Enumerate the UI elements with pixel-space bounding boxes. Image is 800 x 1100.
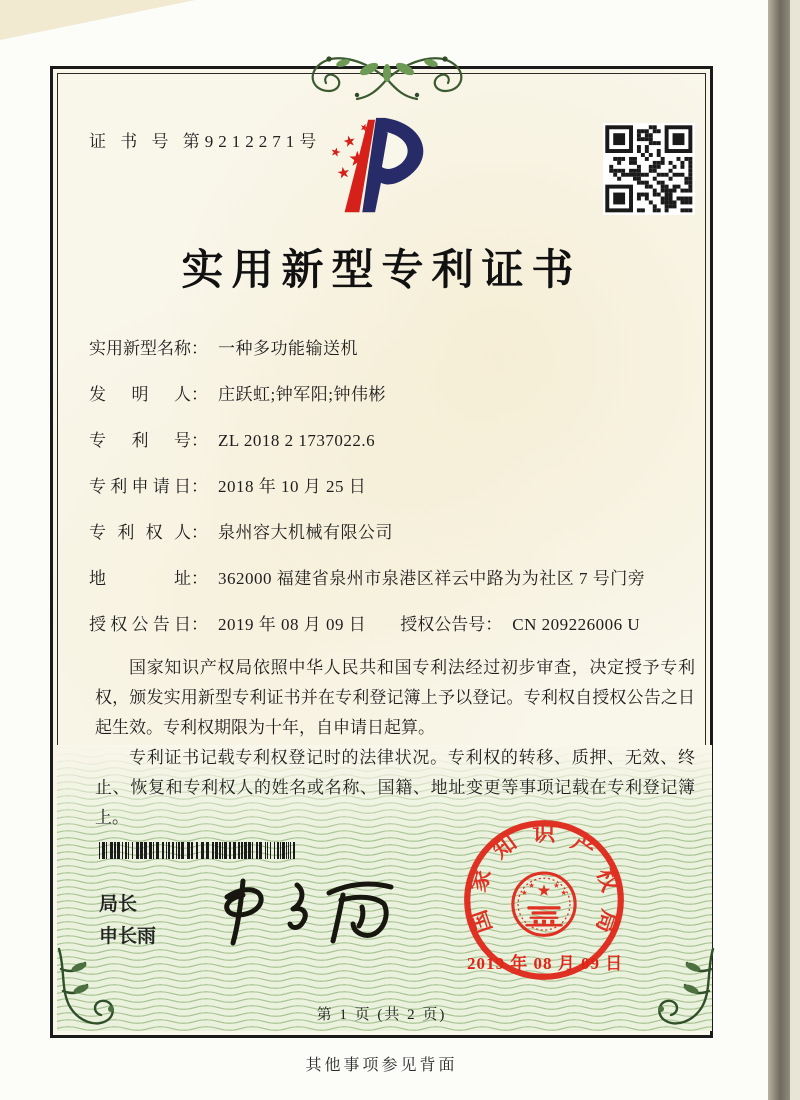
certificate-number: 证 书 号 第9212271号 [89, 132, 322, 151]
field-value: CN 209226006 U [512, 615, 641, 634]
legal-paragraph: 国家知识产权局依照中华人民共和国专利法经过初步审查，决定授予专利权，颁发实用新型专利证书并在专利登记簿上予以登记。专利权自授权公告之日起生效。专利权期限为十年，自申请日起算。 [95, 658, 695, 737]
field-label: 发明人 [89, 385, 191, 404]
field-value: 一种多功能输送机 [218, 339, 358, 358]
field-row [89, 475, 689, 521]
field-colon: ： [485, 615, 503, 634]
bottom-left-ornament [49, 947, 123, 1039]
field-colon: ： [191, 615, 208, 634]
field-colon: ： [191, 523, 208, 542]
director-name: 申长雨 [99, 926, 157, 947]
back-side-note: 其他事项参见背面 [305, 1057, 458, 1074]
field-row [89, 383, 689, 429]
photo-edge-shadow [768, 0, 790, 1100]
photo-edge-paper [790, 0, 800, 1100]
cnipa-patent-logo-icon [319, 111, 437, 223]
field-colon: ： [191, 385, 208, 404]
seal-date: 2019 年 08 月 09 日 [467, 954, 624, 973]
top-ornament-crest [277, 45, 497, 107]
field-value: 362000 福建省泉州市泉港区祥云中路为为社区 7 号门旁 [218, 569, 646, 588]
field-colon: ： [191, 569, 208, 588]
field-colon: ： [191, 431, 208, 450]
field-value: 2019 年 08 月 09 日 [218, 615, 367, 634]
field-label: 地址 [89, 569, 191, 588]
field-label: 授权公告日 [89, 615, 191, 634]
qr-code-icon [603, 123, 695, 215]
legal-paragraphs [95, 653, 695, 833]
legal-paragraph: 专利证书记载专利权登记时的法律状况。专利权的转移、质押、无效、终止、恢复和专利权人的姓名或名称、国籍、地址变更等事项记载在专利登记簿上。 [95, 748, 695, 827]
field-colon: ： [191, 339, 208, 358]
field-label: 专利申请日 [89, 477, 191, 496]
field-row [89, 429, 689, 475]
field-label: 实用新型名称 [89, 339, 191, 358]
barcode-icon [99, 842, 299, 859]
certificate-title: 实用新型专利证书 [181, 248, 582, 294]
field-label: 授权公告号 [400, 615, 486, 634]
field-label: 专利权人 [89, 523, 191, 542]
field-colon: ： [191, 477, 208, 496]
seal-ring-text: 国家知识产权局 [464, 819, 624, 937]
national-emblem-icon [513, 873, 575, 935]
bottom-right-ornament [649, 947, 723, 1039]
field-value: 泉州容大机械有限公司 [218, 523, 393, 542]
field-row [89, 337, 689, 383]
photo-underlying-page-corner [0, 0, 195, 40]
field-value: 2018 年 10 月 25 日 [218, 477, 367, 496]
field-row [89, 521, 689, 567]
field-label: 专利号 [89, 431, 191, 450]
field-row [89, 567, 689, 613]
certificate-border-frame [50, 66, 713, 1038]
field-list [89, 337, 689, 659]
page-number: 第 1 页 (共 2 页) [316, 1007, 447, 1023]
field-value: ZL 2018 2 1737022.6 [218, 431, 376, 450]
director-title: 局长 [99, 894, 138, 915]
director-signature-handwriting [203, 869, 413, 955]
field-value: 庄跃虹;钟军阳;钟伟彬 [218, 385, 386, 404]
